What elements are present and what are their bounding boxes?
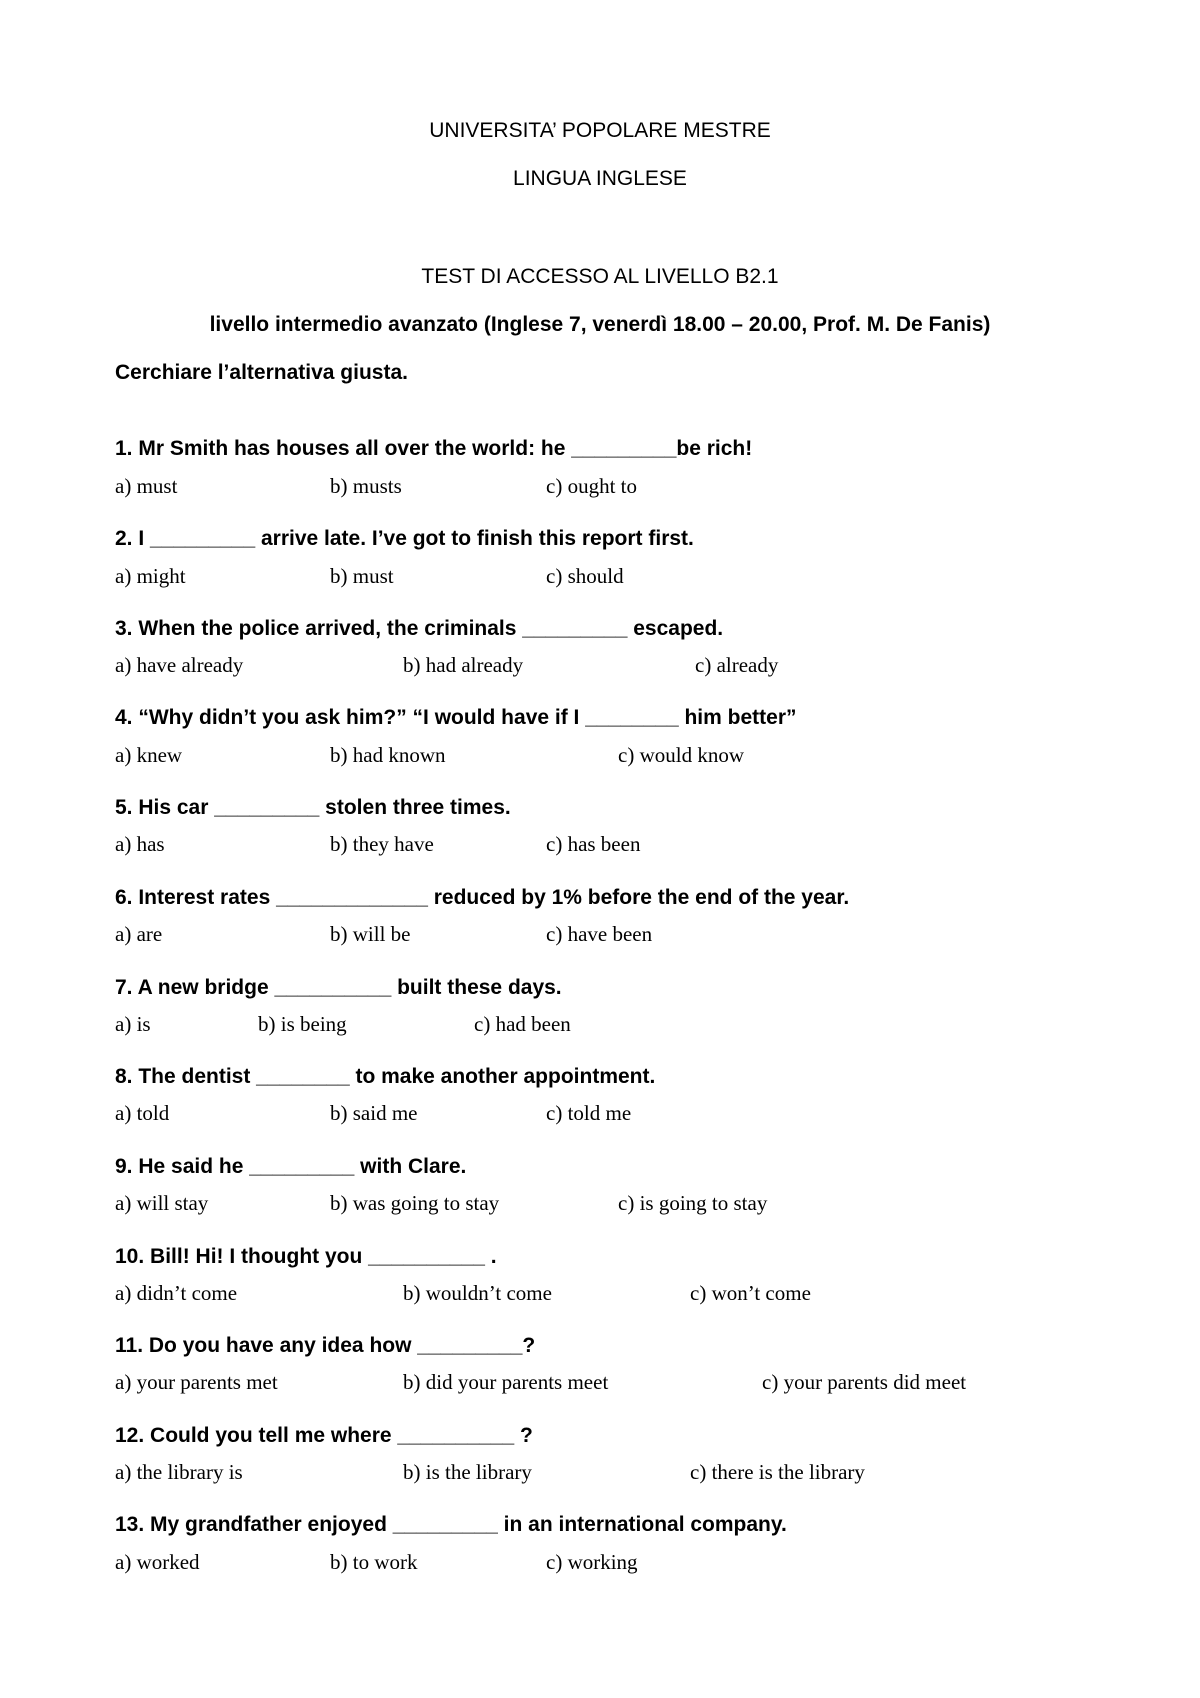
level-info: livello intermedio avanzato (Inglese 7, venerdì 18.00 – 20.00, Prof. M. De Fanis) (209, 313, 991, 336)
test-title: TEST DI ACCESSO AL LIVELLO B2.1 (421, 265, 779, 288)
question-1: 1. Mr Smith has houses all over the world: he _________be rich! (115, 437, 753, 460)
q11-option-c: c) your parents did meet (762, 1370, 967, 1394)
q1-option-a: a) must (115, 474, 178, 498)
question-8: 8. The dentist ________ to make another appointment. (115, 1065, 656, 1088)
q8-option-c: c) told me (546, 1101, 632, 1125)
q12-option-a: a) the library is (115, 1460, 243, 1484)
q3-option-b: b) had already (403, 653, 524, 677)
q13-option-a: a) worked (115, 1550, 200, 1574)
q7-option-a: a) is (115, 1012, 151, 1036)
q10-option-a: a) didn’t come (115, 1281, 238, 1305)
q7-option-b: b) is being (258, 1012, 347, 1036)
q9-option-c: c) is going to stay (618, 1191, 768, 1215)
q9-option-b: b) was going to stay (330, 1191, 500, 1215)
question-3: 3. When the police arrived, the criminals _________ escaped. (115, 617, 724, 640)
q11-option-b: b) did your parents meet (403, 1370, 609, 1394)
question-6: 6. Interest rates _____________ reduced by 1% before the end of the year. (115, 886, 850, 909)
question-2: 2. I _________ arrive late. I’ve got to finish this report first. (115, 527, 694, 550)
q8-option-b: b) said me (330, 1101, 418, 1125)
q12-option-c: c) there is the library (690, 1460, 865, 1484)
q13-option-c: c) working (546, 1550, 638, 1574)
q4-option-a: a) knew (115, 743, 183, 767)
q6-option-c: c) have been (546, 922, 653, 946)
q2-option-b: b) must (330, 564, 394, 588)
q6-option-b: b) will be (330, 922, 411, 946)
question-9: 9. He said he _________ with Clare. (115, 1155, 467, 1178)
q10-option-c: c) won’t come (690, 1281, 811, 1305)
q5-option-a: a) has (115, 832, 165, 856)
question-10: 10. Bill! Hi! I thought you __________ . (115, 1245, 497, 1268)
q12-option-b: b) is the library (403, 1460, 532, 1484)
course-title: LINGUA INGLESE (513, 167, 687, 190)
q4-option-c: c) would know (618, 743, 744, 767)
q11-option-a: a) your parents met (115, 1370, 278, 1394)
q2-option-a: a) might (115, 564, 186, 588)
q13-option-b: b) to work (330, 1550, 418, 1574)
question-7: 7. A new bridge __________ built these days. (115, 976, 562, 999)
q3-option-c: c) already (695, 653, 779, 677)
question-13: 13. My grandfather enjoyed _________ in an international company. (115, 1513, 787, 1536)
q7-option-c: c) had been (474, 1012, 571, 1036)
q9-option-a: a) will stay (115, 1191, 209, 1215)
q2-option-c: c) should (546, 564, 624, 588)
q5-option-b: b) they have (330, 832, 434, 856)
question-11: 11. Do you have any idea how _________? (115, 1334, 536, 1357)
q1-option-c: c) ought to (546, 474, 637, 498)
q4-option-b: b) had known (330, 743, 446, 767)
q6-option-a: a) are (115, 922, 163, 946)
institution-title: UNIVERSITA’ POPOLARE MESTRE (429, 119, 771, 142)
q5-option-c: c) has been (546, 832, 641, 856)
q3-option-a: a) have already (115, 653, 244, 677)
q8-option-a: a) told (115, 1101, 170, 1125)
question-12: 12. Could you tell me where __________ ? (115, 1424, 533, 1447)
q1-option-b: b) musts (330, 474, 402, 498)
question-4: 4. “Why didn’t you ask him?” “I would have if I ________ him better” (115, 706, 797, 729)
instruction: Cerchiare l’alternativa giusta. (115, 361, 408, 384)
question-5: 5. His car _________ stolen three times. (115, 796, 511, 819)
q10-option-b: b) wouldn’t come (403, 1281, 552, 1305)
